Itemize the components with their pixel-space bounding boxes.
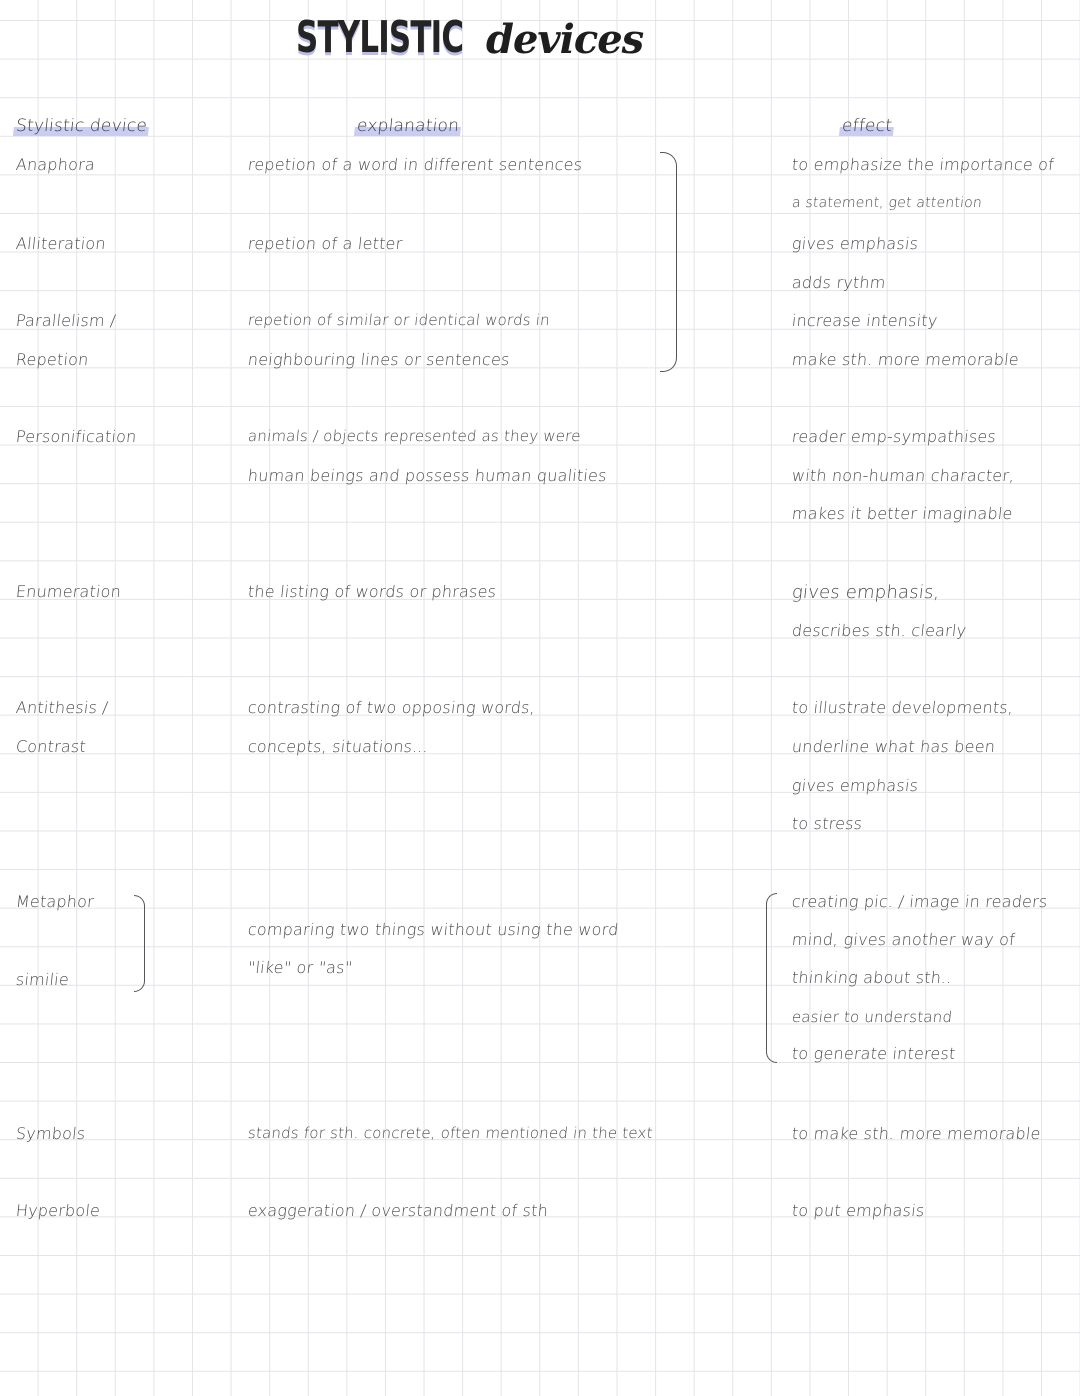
effect-line: underline what has been — [791, 737, 997, 756]
effect-line: to generate interest — [791, 1044, 957, 1063]
device-personification: Personification — [15, 427, 138, 446]
effect-line: reader emp-sympathises — [791, 427, 998, 446]
device-anaphora: Anaphora — [15, 155, 96, 174]
device-similie: similie — [15, 970, 70, 989]
effect-line: to stress — [791, 814, 864, 833]
device-metaphor: Metaphor — [15, 892, 95, 911]
device-parallelism: Parallelism / — [15, 311, 117, 330]
effect-line: thinking about sth.. — [791, 968, 953, 987]
explanation-line: repetion of a letter — [247, 234, 404, 253]
effect-line: gives emphasis, — [790, 582, 941, 603]
effect-line: increase intensity — [791, 311, 939, 330]
explanation-line: neighbouring lines or sentences — [247, 350, 511, 369]
explanation-line: animals / objects represented as they were — [247, 427, 582, 445]
device-antithesis: Antithesis / — [15, 698, 110, 717]
explanation-line: exaggeration / overstandment of sth — [247, 1201, 550, 1220]
explanation-line: repetion of similar or identical words in — [247, 311, 551, 329]
header-device: Stylistic device — [14, 116, 149, 136]
effect-line: gives emphasis — [791, 234, 920, 253]
effect-line: a statement, get attention — [791, 195, 983, 211]
title-part2: devices — [486, 16, 644, 63]
explanation-line: concepts, situations... — [247, 737, 430, 756]
effect-line: mind, gives another way of — [791, 930, 1017, 949]
header-effect: effect — [840, 116, 894, 136]
brace-left — [766, 893, 777, 1063]
device-symbols: Symbols — [15, 1124, 87, 1143]
effect-line: to illustrate developments, — [791, 698, 1015, 717]
device-contrast: Contrast — [15, 737, 87, 756]
header-explanation: explanation — [355, 116, 461, 136]
effect-line: to make sth. more memorable — [791, 1124, 1042, 1143]
effect-line: adds rythm — [791, 273, 887, 292]
effect-line: to put emphasis — [791, 1201, 926, 1220]
explanation-line: repetion of a word in different sentences — [247, 155, 584, 174]
effect-line: make sth. more memorable — [791, 350, 1020, 369]
brace-right — [134, 895, 145, 992]
effect-line: to emphasize the importance of — [791, 155, 1056, 174]
brace-right — [660, 152, 677, 372]
explanation-line: "like" or "as" — [247, 958, 354, 977]
explanation-line: the listing of words or phrases — [247, 582, 498, 601]
explanation-line: stands for sth. concrete, often mentioned in the text — [247, 1124, 654, 1142]
effect-line: describes sth. clearly — [791, 621, 968, 640]
effect-line: gives emphasis — [791, 776, 920, 795]
title-part1: STYLISTIC — [296, 12, 464, 63]
device-repetion: Repetion — [15, 350, 90, 369]
explanation-line: comparing two things without using the word — [247, 920, 620, 939]
effect-line: makes it better imaginable — [791, 504, 1014, 523]
device-enumeration: Enumeration — [15, 582, 123, 601]
explanation-line: human beings and possess human qualities — [247, 466, 608, 485]
device-hyperbole: Hyperbole — [15, 1201, 102, 1220]
effect-line: with non-human character, — [791, 466, 1016, 485]
effect-line: easier to understand — [791, 1008, 954, 1026]
explanation-line: contrasting of two opposing words, — [247, 698, 537, 717]
page-title — [296, 12, 644, 63]
device-alliteration: Alliteration — [15, 234, 107, 253]
effect-line: creating pic. / image in readers — [791, 892, 1049, 911]
